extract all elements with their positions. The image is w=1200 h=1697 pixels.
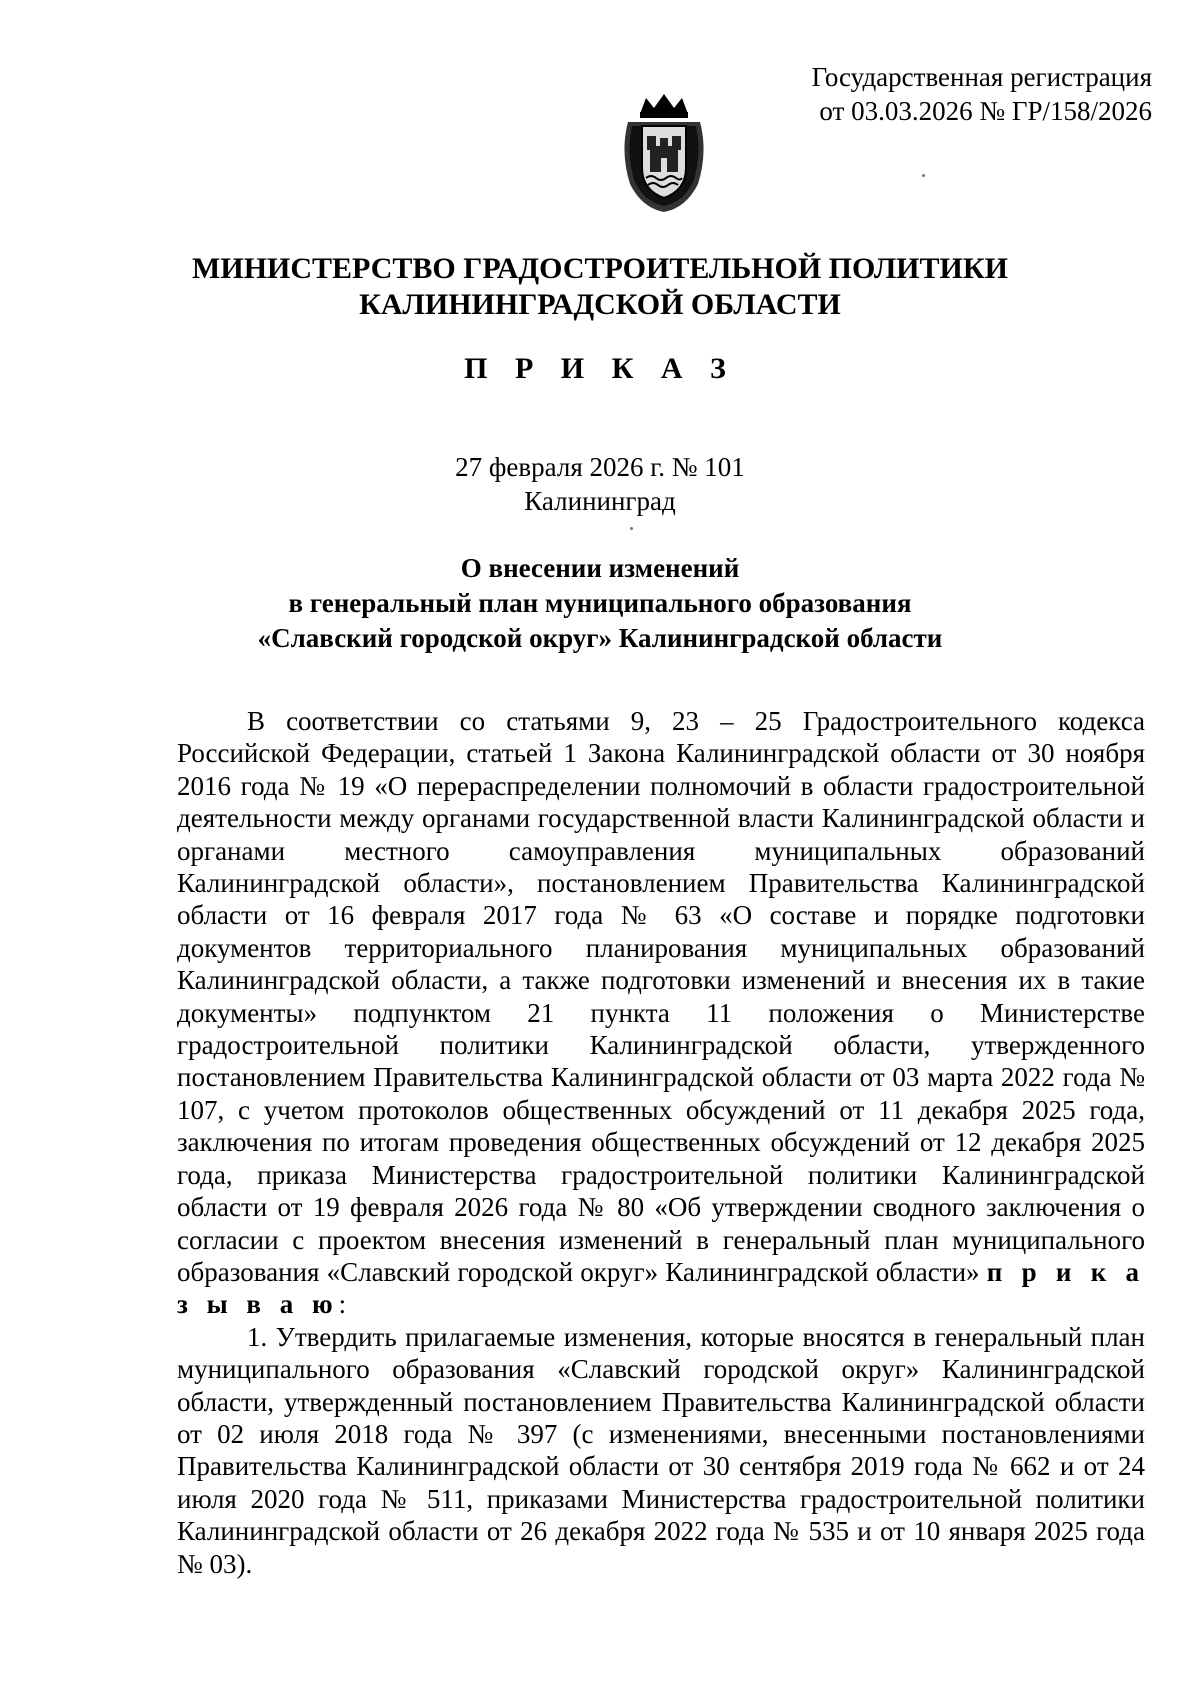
order-date-number: 27 февраля 2026 г. № 101 [455,452,745,482]
registration-stamp [812,60,1152,128]
coat-of-arms-icon [618,92,710,214]
ministry-name [0,251,1200,323]
order-body [177,705,1145,1580]
subject-line-1: О внесении изменений [460,553,740,583]
order-city: Калининград [524,486,676,516]
registration-line-1: Государственная регистрация [811,62,1152,92]
preamble-text: В соответствии со статьями 9, 23 – 25 Градостроительного кодекса Российской Федерации, статьей 1 Закона Калининградской области от 30 ноября 2016 года № 19 «О перераспределении полномочий в области градостроительной деятельности между органами государственной власти Калининградской области и органами местного самоуправления муниципальных образований Калининградской области», постановлением Правительства Калининградской области от 16 февраля 2017 года № 63 «О составе и порядке подготовки документов территориального планирования муниципальных образований Калининградской области, а также подготовки изменений и внесения их в такие документы» подпунктом 21 пункта 11 положения о Министерстве градостроительной политики Калининградской области, утвержденного постановлением Правительства Калининградской области от 03 марта 2022 года № 107, с учетом протоколов общественных обсуждений от 11 декабря 2025 года, заключения по итогам проведения общественных обсуждений от 12 декабря 2025 года, приказа Министерства градостроительной политики Калининградской области от 19 февраля 2026 года № 80 «Об утверждении сводного заключения о согласии с проектом внесения изменений в генеральный план муниципального образования «Славский городской округ» Калининградской области» [177,706,1145,1287]
item-1-paragraph: 1. Утвердить прилагаемые изменения, которые вносятся в генеральный план муниципального образования «Славский городской округ» Калининградской области, утвержденный постановлением Правительства Калининградской области от 02 июля 2018 года № 397 (с изменениями, внесенными постановлениями Правительства Калининградской области от 30 сентября 2019 года № 662 и от 24 июля 2020 года № 511, приказами Министерства градостроительной политики Калининградской области от 26 декабря 2022 года № 535 и от 10 января 2025 года № 03). [177,1321,1145,1579]
scan-speck [630,527,633,530]
order-info [0,450,1200,518]
preamble-keyword: п р и к а з ы в а ю [177,1256,1146,1320]
subject-line-2: в генеральный план муниципального образования [288,588,912,618]
preamble-end: : [338,1289,347,1320]
registration-line-2: от 03.03.2026 № ГР/158/2026 [819,96,1152,126]
ministry-line-1: МИНИСТЕРСТВО ГРАДОСТРОИТЕЛЬНОЙ ПОЛИТИКИ [192,252,1008,285]
subject-line-3: «Славский городской округ» Калининградской области [257,623,943,653]
scan-speck [922,174,925,177]
order-title: П Р И К А З [464,352,736,385]
order-subject [0,551,1200,656]
preamble-paragraph [177,705,1145,1321]
ministry-line-2: КАЛИНИНГРАДСКОЙ ОБЛАСТИ [359,288,841,321]
